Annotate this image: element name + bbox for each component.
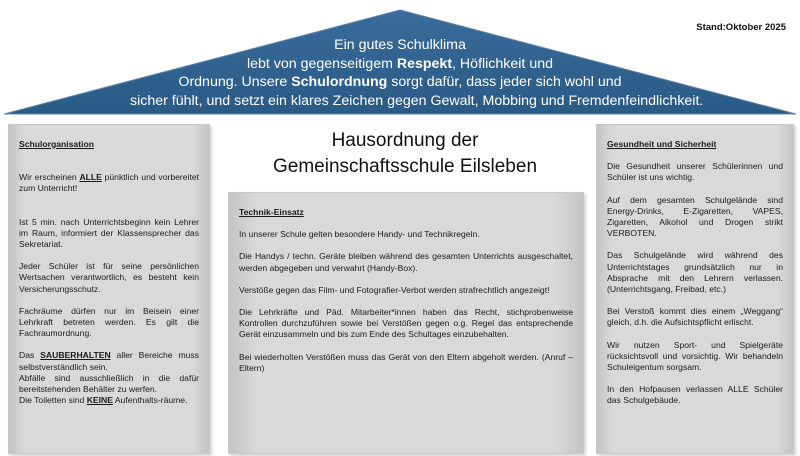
roof-line-2: lebt von gegenseitigem Respekt, Höflichkeit und — [246, 55, 553, 72]
roof-message — [130, 36, 704, 110]
panel-gesundheit-sicherheit — [596, 124, 794, 454]
panel-heading: Technik-Einsatz — [239, 207, 304, 217]
rule-equipment: Wir nutzen Sport- und Spielgeräte rücksichtsvoll und vorsichtig. Wir behandeln Schuleigentum sorgsam. — [607, 339, 783, 373]
rule-film-ban: Verstöße gegen das Film- und Fotografier-Verbot werden strafrechtlich angezeigt! — [239, 284, 550, 295]
rule-health: Die Gesundheit unserer Schülerinnen und Schüler ist uns wichtig. — [607, 161, 783, 183]
rule-tech-intro: In unserer Schule gelten besondere Handy- und Technikregeln. — [239, 229, 480, 240]
page-title-line-1: Hausordnung der — [331, 130, 479, 151]
rule-phones-off: Die Handys / techn. Geräte bleiben während des gesamten Unterrichts ausgeschaltet, werden abgegeben und verwahrt (Handy-Box). — [239, 251, 573, 273]
rule-leaving-grounds: Das Schulgelände wird während des Unterrichtstages grundsätzlich nur in Absprache mit den Lehrern verlassen. (Unterrichtsgang, Freibad, etc.) — [607, 250, 783, 295]
panel-technik-einsatz — [228, 192, 584, 454]
rule-repeat-offence: Bei wiederholten Verstößen muss das Gerät von den Eltern abgeholt werden. (Anruf – Eltern) — [239, 351, 573, 373]
rule-special-rooms: Fachräume dürfen nur im Beisein einer Lehrkraft betreten werden. Es gilt die Fachraumordnung. — [19, 305, 199, 339]
rule-breaks: In den Hofpausen verlassen ALLE Schüler das Schulgebäude. — [607, 384, 783, 406]
rule-banned-substances: Auf dem gesamten Schulgelände sind Energy-Drinks, E-Zigaretten, VAPES, Zigaretten, Alkohol und Drogen strikt VERBOTEN. — [607, 194, 783, 239]
page-title — [225, 128, 585, 180]
rule-supervision: Bei Verstoß kommt dies einem „Weggang“ gleich, d.h. die Aufsichtspflicht erlischt. — [607, 306, 783, 328]
panel-schulorganisation — [8, 124, 210, 454]
rule-punctuality: Wir erscheinen ALLE pünktlich und vorbereitet zum Unterricht! — [19, 172, 199, 194]
version-date: Stand:Oktober 2025 — [696, 22, 786, 33]
roof-line-1: Ein gutes Schulklima — [334, 37, 466, 53]
page-title-line-2: Gemeinschaftsschule Eilsleben — [272, 156, 538, 177]
rule-waste: Abfälle sind ausschließlich in die dafür bereitstehenden Behälter zu werfen. — [19, 372, 199, 395]
roof-line-3: Ordnung. Unsere Schulordnung sorgt dafür, dass jeder sich wohl und — [178, 74, 622, 90]
rule-cleanliness: Das SAUBERHALTEN aller Bereiche muss selbstverständlich sein. — [19, 350, 199, 372]
rule-valuables: Jeder Schüler ist für seine persönlichen Wertsachen verantwortlich, es besteht kein Versicherungsschutz. — [19, 261, 199, 294]
rule-teacher-absent: Ist 5 min. nach Unterrichtsbeginn kein Lehrer im Raum, informiert der Klassensprecher das Sekretariat. — [19, 216, 199, 250]
roof-line-4: sicher fühlt, und setzt ein klares Zeichen gegen Gewalt, Mobbing und Fremdenfeindlichkeit. — [130, 92, 704, 109]
panel-heading: Gesundheit und Sicherheit — [607, 139, 717, 149]
panel-heading: Schulorganisation — [19, 139, 94, 149]
rule-toilets: Die Toiletten sind KEINE Aufenthalts-räume. — [19, 395, 188, 406]
rule-controls: Die Lehrkräfte und Päd. Mitarbeiter*innen haben das Recht, stichprobenweise Kontrollen durchzuführen sowie bei Verstößen gegen o.g. Regel das entsprechende Gerät einzusammeln und bis zum Ende des Schultages einzubehalten. — [239, 307, 573, 340]
